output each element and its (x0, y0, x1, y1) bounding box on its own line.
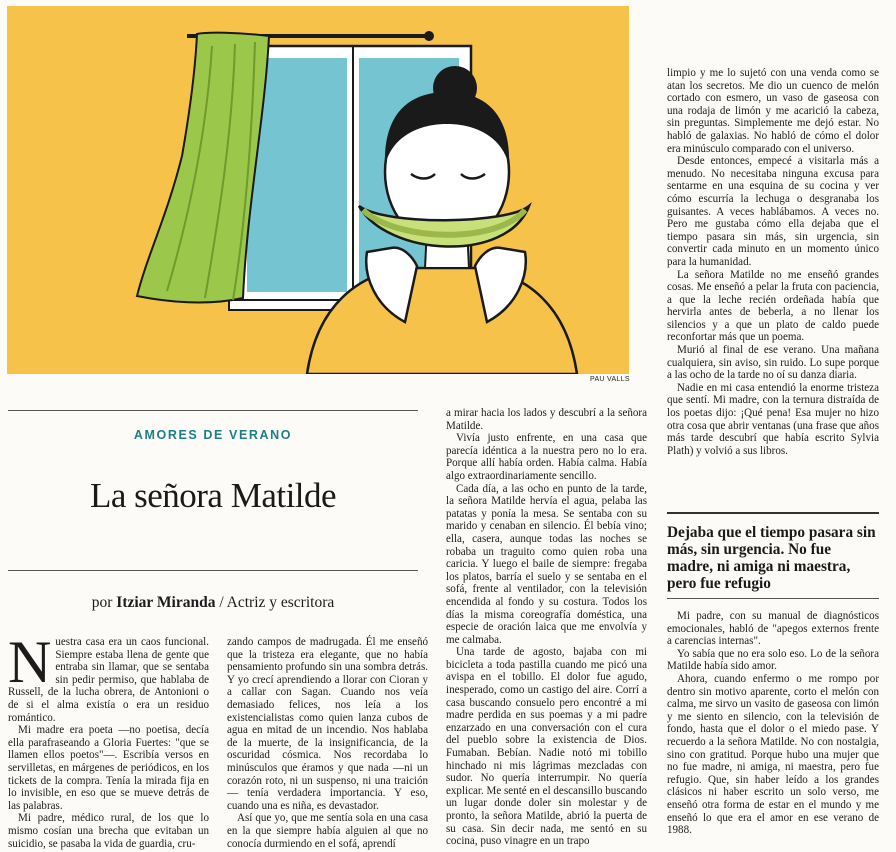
paragraph: La señora Matilde no me enseñó grandes cosas. Me enseñó a pelar la fruta con paciencia, a que la leche recién ordeñada había que hervirla antes de beberla, a no llenar los silencios y a que un plato de caldo puede reconfortar más que un poema. (667, 268, 879, 344)
paragraph: Mi padre, con su manual de diagnósticos emocionales, habló de "apegos externos frente a carencias internas". (667, 610, 879, 648)
paragraph: Nuestra casa era un caos funcional. Siempre estaba llena de gente que entraba sin llamar, que se sentaba sin pedir permiso, que hablaba de Russell, de la lucha obrera, de Antonioni o de si el alma existía o era un residuo romántico. (8, 629, 209, 724)
pull-quote: Dejaba que el tiempo pasara sin más, sin urgencia. No fue madre, ni amiga ni maestra, pero fue refugio (667, 524, 876, 592)
paragraph: zando campos de madrugada. Él me enseñó que la tristeza era elegante, que no había pensamiento profundo sin una sombra detrás. Y yo crecí aprendiendo a llorar con Cioran y a callar con Sagan. Cuando nos veía demasiado felices, nos leía a los existencialistas como quien lanza cubos de agua en mitad de un incendio. Nos hablaba de la muerte, de la insignificancia, de la oscuridad cósmica. Nos recordaba lo minúsculos que éramos y que nada —ni un corazón roto, ni un suspenso, ni una traición— tenía verdadera importancia. Y eso, cuando una es niña, es devastador. (227, 636, 428, 812)
author-name: Itziar Miranda (116, 594, 216, 611)
pullquote-bottom-rule (667, 598, 879, 599)
column-4-upper (667, 67, 879, 457)
author-role: / Actriz y escritora (219, 594, 335, 611)
paragraph: Ahora, cuando enfermo o me rompo por dentro sin motivo aparente, corto el melón con calma, me sirvo un vasito de gaseosa con limón y me siento en silencio, con la televisión de fondo, hasta que el dolor o el miedo pase. Y recuerdo a la señora Matilde. No con nostalgia, sino con gratitud. Porque hubo una mujer que no fue madre, ni amiga, ni maestra, pero fue refugio. Que, sin haber leído a los grandes clásicos ni haber escrito un solo verso, me enseñó otra forma de estar en el mundo y me enseñó lo que era el amor en ese verano de 1988. (667, 672, 879, 837)
column-2 (227, 636, 428, 850)
paragraph: Vivía justo enfrente, en una casa que parecía idéntica a la nuestra pero no lo era. Porque allí había orden. Había calma. Había algo extraordinariamente sencillo. (446, 432, 647, 482)
paragraph: a mirar hacia los lados y descubrí a la señora Matilde. (446, 407, 647, 432)
section-kicker: AMORES DE VERANO (133, 428, 293, 442)
byline (8, 594, 418, 612)
column-4-lower (667, 610, 879, 837)
column-3 (446, 407, 647, 848)
article-title: La señora Matilde (89, 476, 337, 515)
paragraph: Cada día, a las ocho en punto de la tarde, la señora Matilde hervía el agua, pelaba las patatas y ponía la mesa. Se sentaba con su marido y cenaban en silencio. Él bebía vino; ella, casera, aunque todas las noches se robaba un traguito como quien roba una caricia. Y luego el baile de siempre: fregaba los platos, barría el suelo y se sentaba en el sofá, frente al ventilador, con la televisión encendida al fondo y su costura. Todos los días la misma coreografía doméstica, una especie de oración laica que me envolvía y me calmaba. (446, 482, 647, 646)
illustration-credit: PAU VALLS (590, 376, 630, 383)
paragraph: Murió al final de ese verano. Una mañana cualquiera, sin aviso, sin ruido. Lo supe porque a las ocho de la tarde no oí su danza diaria. (667, 344, 879, 382)
paragraph: limpio y me lo sujetó con una venda como se atan los secretos. Me dio un cuenco de melón cortado con esmero, un vaso de gaseosa con una rodaja de limón y me acarició la cabeza, sin preguntas. Simplemente me dejó estar. No habló de galaxias. No habló de cómo el dolor era minúsculo comparado con el universo. (667, 67, 879, 155)
pullquote-top-rule (667, 512, 879, 514)
column-1 (8, 629, 209, 850)
paragraph: Desde entonces, empecé a visitarla más a menudo. No necesitaba ninguna excusa para sentarme en una esquina de su cocina y ver cómo escurría la lechuga o desgranaba los guisantes. A veces hablábamos. A veces no. Pero me gustaba cómo ella dejaba que el tiempo pasara sin más, sin urgencia, sin convertir cada minuto en un momento único para la humanidad. (667, 155, 879, 268)
paragraph: Así que yo, que me sentía sola en una casa en la que siempre había alguien al que no conocía durmiendo en el sofá, aprendí (227, 812, 428, 850)
top-rule (8, 410, 418, 411)
paragraph: Yo sabía que no era solo eso. Lo de la señora Matilde había sido amor. (667, 647, 879, 673)
woman-eating-melon-illustration (7, 6, 629, 374)
byline-prefix: por (91, 594, 113, 611)
paragraph: Nadie en mi casa entendió la enorme tristeza que sentí. Mi madre, con la ternura distraída de los poetas dijo: ¡Qué pena! Esa mujer no hizo otra cosa que abrir ventanas (una frase que años más tarde descubrí que había escrito Sylvia Plath) y volvió a sus libros. (667, 381, 879, 457)
hair-bun (433, 66, 477, 110)
paragraph: Mi madre era poeta —no poetisa, decía ella parafraseando a Gloria Fuertes: "que se llamen ellos poetos"—. Escribía versos en servilletas, en márgenes de periódicos, en los tickets de la compra. Tenía la mirada fija en lo invisible, en eso que se mueve detrás de las palabras. (8, 724, 209, 812)
paragraph: Mi padre, médico rural, de los que lo mismo cosían una brecha que evitaban un suicidio, se pasaba la vida de guardia, cru- (8, 812, 209, 850)
drop-cap: N (8, 629, 52, 695)
title-rule (8, 570, 418, 571)
illustration (7, 6, 629, 374)
paragraph: Una tarde de agosto, bajaba con mi bicicleta a toda pastilla cuando me picó una avispa en el tobillo. El dolor fue agudo, inesperado, como un castigo del aire. Corrí a casa buscando consuelo pero encontré a mi madre perdida en sus poemas y a mi padre enzarzado en una conversación con el cura del pueblo sobre la existencia de Dios. Fumaban. Bebían. Nadie notó mi tobillo hinchado ni mis lágrimas mezcladas con sudor. No quería interrumpir. No quería explicar. Me senté en el descansillo buscando un lugar donde doler sin molestar y de pronto, la señora Matilde, abrió la puerta de su casa. Sin decir nada, me sentó en su cocina, puso vinagre en un trapo (446, 646, 647, 848)
